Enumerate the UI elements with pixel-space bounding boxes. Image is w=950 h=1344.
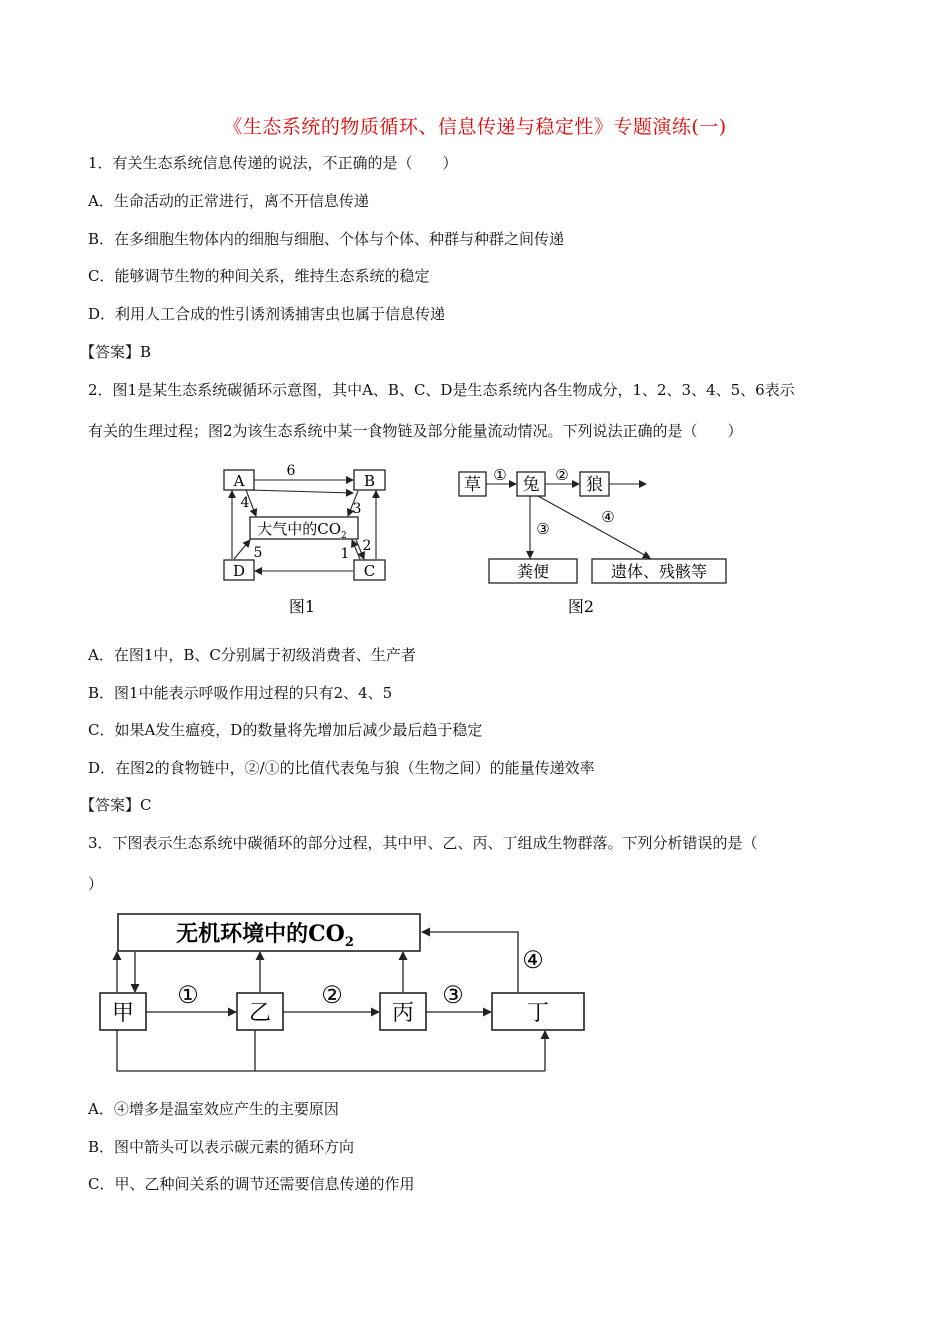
- fig1-label-d: D: [232, 562, 246, 580]
- fig2-process-4: ④: [601, 508, 615, 526]
- fig2-label-wolf: 狼: [586, 475, 603, 495]
- fig2-caption: 图2: [567, 597, 595, 616]
- q1-option-d: D．利用人工合成的性引诱剂诱捕害虫也属于信息传递: [88, 305, 446, 323]
- q2-option-a: A．在图1中，B、C分别属于初级消费者、生产者: [88, 646, 416, 664]
- fig1-process-1: 1: [340, 546, 350, 562]
- q1-stem: 1．有关生态系统信息传递的说法，不正确的是（ ）: [88, 154, 458, 172]
- fig3-label-ding: 丁: [526, 1001, 550, 1026]
- fig1-label-b: B: [363, 472, 376, 490]
- fig3-process-2: ②: [321, 981, 343, 1009]
- figure-3-carbon-cycle: [90, 905, 600, 1085]
- fig3-label-yi: 乙: [248, 1001, 272, 1026]
- q1-answer: 【答案】B: [80, 343, 152, 361]
- fig1-process-4: 4: [240, 495, 250, 511]
- q3-stem-line2: ）: [88, 875, 104, 893]
- fig3-process-3: ③: [442, 981, 464, 1009]
- q3-option-c: C．甲、乙种间关系的调节还需要信息传递的作用: [88, 1175, 415, 1193]
- figure-2-food-chain: [450, 455, 740, 625]
- q2-option-b: B．图1中能表示呼吸作用过程的只有2、4、5: [88, 684, 393, 702]
- page-title: 《生态系统的物质循环、信息传递与稳定性》专题演练(一): [223, 116, 727, 138]
- fig3-process-1: ①: [177, 981, 199, 1009]
- q3-option-b: B．图中箭头可以表示碳元素的循环方向: [88, 1138, 355, 1156]
- fig2-label-remains: 遗体、残骸等: [610, 562, 708, 581]
- fig2-label-rabbit: 兔: [522, 475, 540, 495]
- fig1-label-c: C: [363, 562, 376, 580]
- q2-option-c: C．如果A发生瘟疫，D的数量将先增加后减少最后趋于稳定: [88, 721, 483, 739]
- q2-stem-line2: 有关的生理过程；图2为该生态系统中某一食物链及部分能量流动情况。下列说法正确的是（ ）: [88, 422, 743, 440]
- fig1-process-6: 6: [286, 463, 296, 479]
- fig3-label-jia: 甲: [111, 1001, 135, 1026]
- figure-1-carbon-cycle: [210, 455, 400, 625]
- fig2-label-grass: 草: [464, 475, 481, 495]
- fig1-process-2: 2: [362, 538, 372, 554]
- fig2-process-1: ①: [493, 466, 507, 484]
- q3-stem-line1: 3．下图表示生态系统中碳循环的部分过程，其中甲、乙、丙、丁组成生物群落。下列分析错误的是（: [88, 834, 758, 852]
- q2-option-d: D．在图2的食物链中，②/①的比值代表兔与狼（生物之间）的能量传递效率: [88, 759, 595, 777]
- q2-stem-line1: 2．图1是某生态系统碳循环示意图，其中A、B、C、D是生态系统内各生物成分，1、2、3、4、5、6表示: [88, 381, 795, 399]
- fig2-process-3: ③: [536, 520, 550, 538]
- q1-option-b: B．在多细胞生物体内的细胞与细胞、个体与个体、种群与种群之间传递: [88, 230, 565, 248]
- fig3-label-bing: 丙: [391, 1001, 415, 1026]
- fig3-process-4: ④: [522, 946, 544, 974]
- q3-option-a: A．④增多是温室效应产生的主要原因: [88, 1100, 339, 1118]
- q2-answer: 【答案】C: [80, 796, 152, 814]
- fig1-label-a: A: [233, 472, 245, 490]
- fig3-label-inorganic-co2: 无机环境中的$CO_2$: [176, 921, 354, 950]
- q1-option-c: C．能够调节生物的种间关系，维持生态系统的稳定: [88, 267, 430, 285]
- q1-option-a: A．生命活动的正常进行，离不开信息传递: [88, 192, 369, 210]
- fig1-process-3: 3: [352, 501, 362, 517]
- fig1-process-5: 5: [253, 545, 263, 561]
- fig1-atmosphere-label: 大气中的$CO_2$: [257, 520, 347, 541]
- fig2-process-2: ②: [555, 466, 569, 484]
- fig1-caption: 图1: [288, 597, 316, 616]
- fig2-label-feces: 粪便: [516, 562, 550, 581]
